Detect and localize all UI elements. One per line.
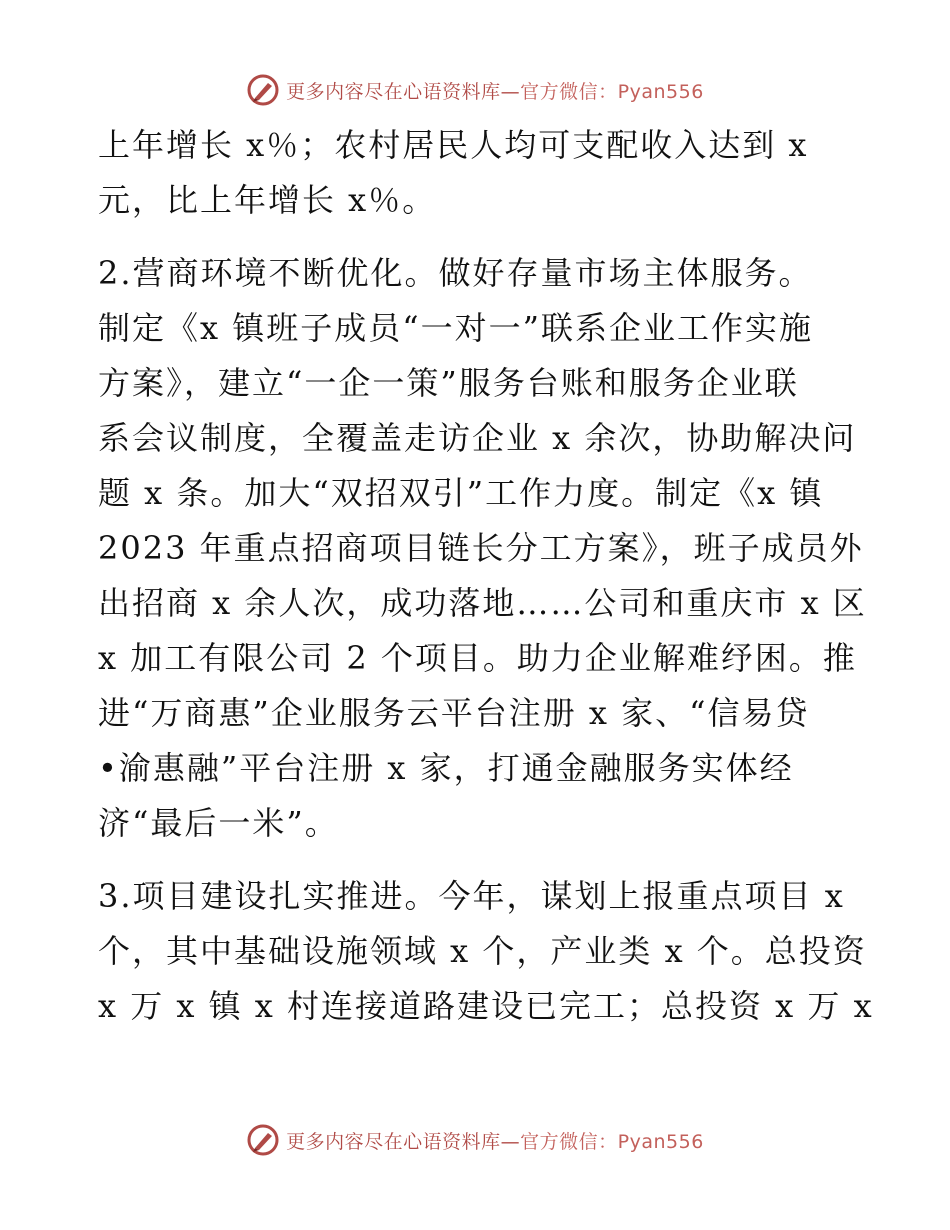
document-body <box>98 118 874 1034</box>
text-line: 题 x 条。加大“双招双引”工作力度。制定《x 镇 <box>98 474 824 512</box>
pen-logo-icon <box>246 1123 280 1157</box>
header-watermark <box>0 70 950 110</box>
text-line: 上年增长 x％；农村居民人均可支配收入达到 x <box>98 126 809 164</box>
text-line: 元，比上年增长 x％。 <box>98 181 437 219</box>
text-line: 2.营商环境不断优化。做好存量市场主体服务。 <box>98 254 813 292</box>
paragraph-income <box>98 118 858 228</box>
text-line: 制定《x 镇班子成员“一对一”联系企业工作实施 <box>98 309 813 347</box>
text-line: •渝惠融”平台注册 x 家，打通金融服务实体经 <box>98 749 794 787</box>
text-line: 系会议制度，全覆盖走访企业 x 余次，协助解决问 <box>98 419 857 457</box>
text-line: 方案》，建立“一企一策”服务台账和服务企业联 <box>98 364 799 402</box>
text-line: 2023 年重点招商项目链长分工方案》，班子成员外 <box>98 529 864 567</box>
footer-watermark <box>0 1120 950 1160</box>
paragraph-business-environment <box>98 246 867 851</box>
text-line: 个，其中基础设施领域 x 个，产业类 x 个。总投资 <box>98 932 867 970</box>
text-line: 出招商 x 余人次，成功落地……公司和重庆市 x 区 <box>98 584 867 622</box>
text-line: x 加工有限公司 2 个项目。助力企业解难纾困。推 <box>98 639 857 677</box>
text-line: 3.项目建设扎实推进。今年，谋划上报重点项目 x <box>98 877 845 915</box>
text-line: x 万 x 镇 x 村连接道路建设已完工；总投资 x 万 x <box>98 987 874 1025</box>
watermark-text: 更多内容尽在心语资料库—官方微信：Pyan556 <box>286 1130 704 1153</box>
watermark-text: 更多内容尽在心语资料库—官方微信：Pyan556 <box>286 80 704 103</box>
pen-logo-icon <box>246 73 280 107</box>
text-line: 进“万商惠”企业服务云平台注册 x 家、“信易贷 <box>98 694 810 732</box>
text-line: 济“最后一米”。 <box>98 804 339 842</box>
paragraph-project-construction <box>98 869 874 1034</box>
